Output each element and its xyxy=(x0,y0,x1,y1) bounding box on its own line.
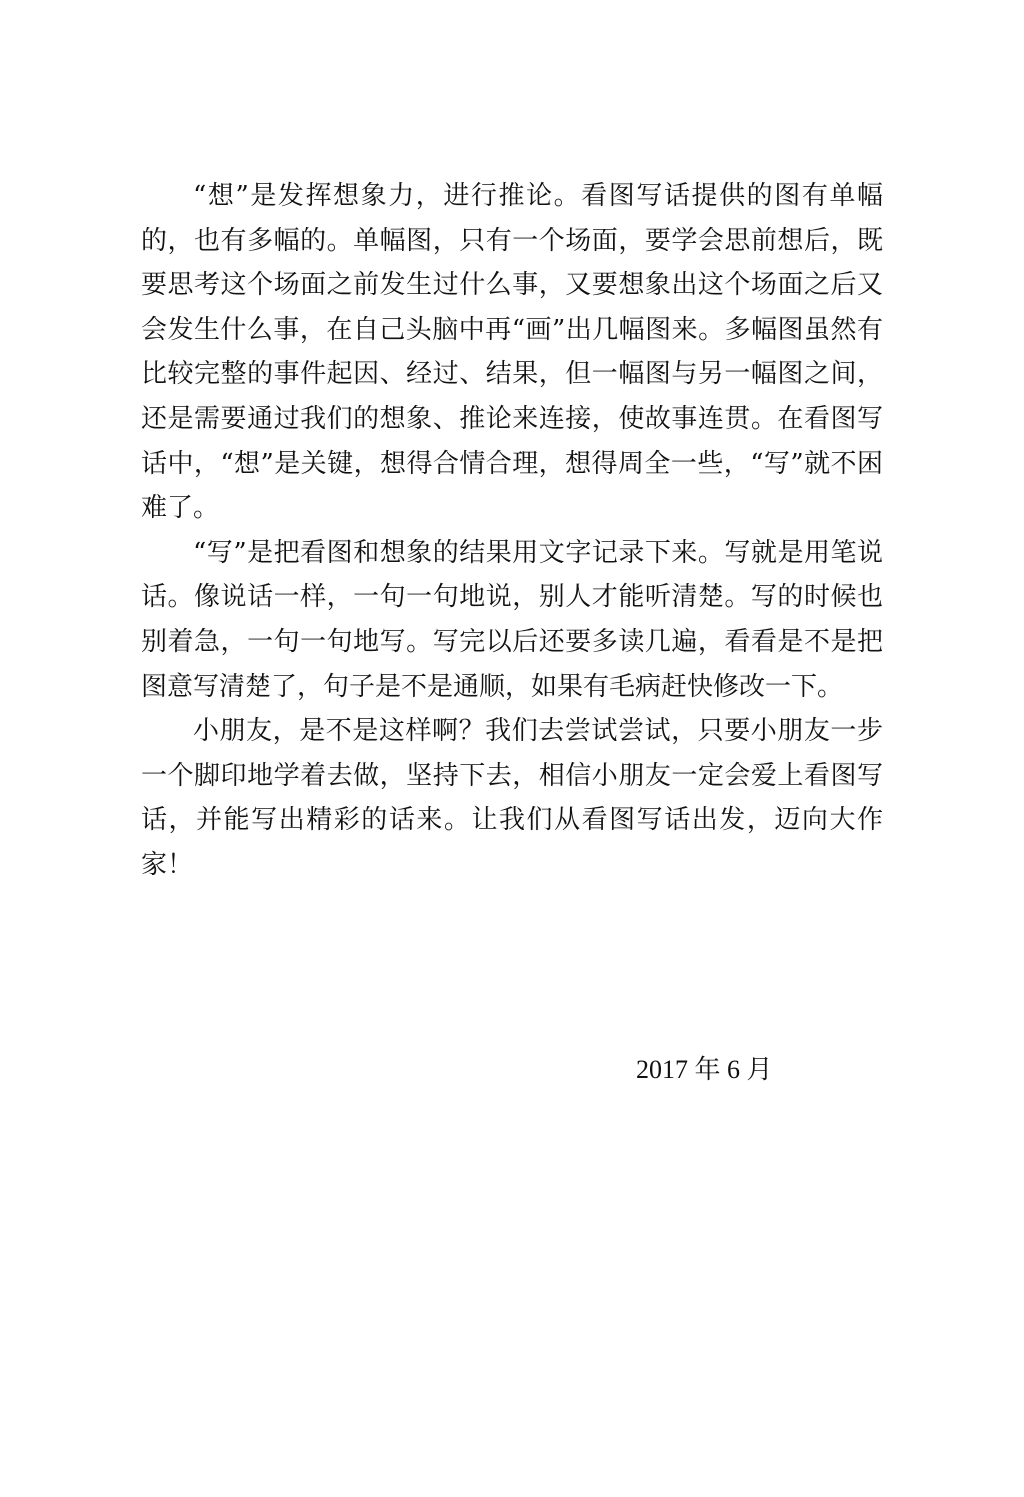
date-line: 2017 年 6 月 xyxy=(636,1055,773,1084)
paragraph-imagine: “想”是发挥想象力，进行推论。看图写话提供的图有单幅的，也有多幅的。单幅图，只有一个场面，要学会思前想后，既要思考这个场面之前发生过什么事，又要想象出这个场面之后又会发生什么事，在自己头脑中再“画”出几幅图来。多幅图虽然有比较完整的事件起因、经过、结果，但一幅图与另一幅图之间，还是需要通过我们的想象、推论来连接，使故事连贯。在看图写话中，“想”是关键，想得合情合理，想得周全一些，“写”就不困难了。 xyxy=(141,181,883,524)
paragraph-write: “写”是把看图和想象的结果用文字记录下来。写就是用笔说话。像说话一样，一句一句地说，别人才能听清楚。写的时候也别着急，一句一句地写。写完以后还要多读几遍，看看是不是把图意写清楚了，句子是不是通顺，如果有毛病赶快修改一下。 xyxy=(141,537,883,702)
paragraph-encourage: 小朋友，是不是这样啊？我们去尝试尝试，只要小朋友一步一个脚印地学着去做，坚持下去，相信小朋友一定会爱上看图写话，并能写出精彩的话来。让我们从看图写话出发，迈向大作家！ xyxy=(141,716,883,880)
body-text xyxy=(141,174,883,888)
